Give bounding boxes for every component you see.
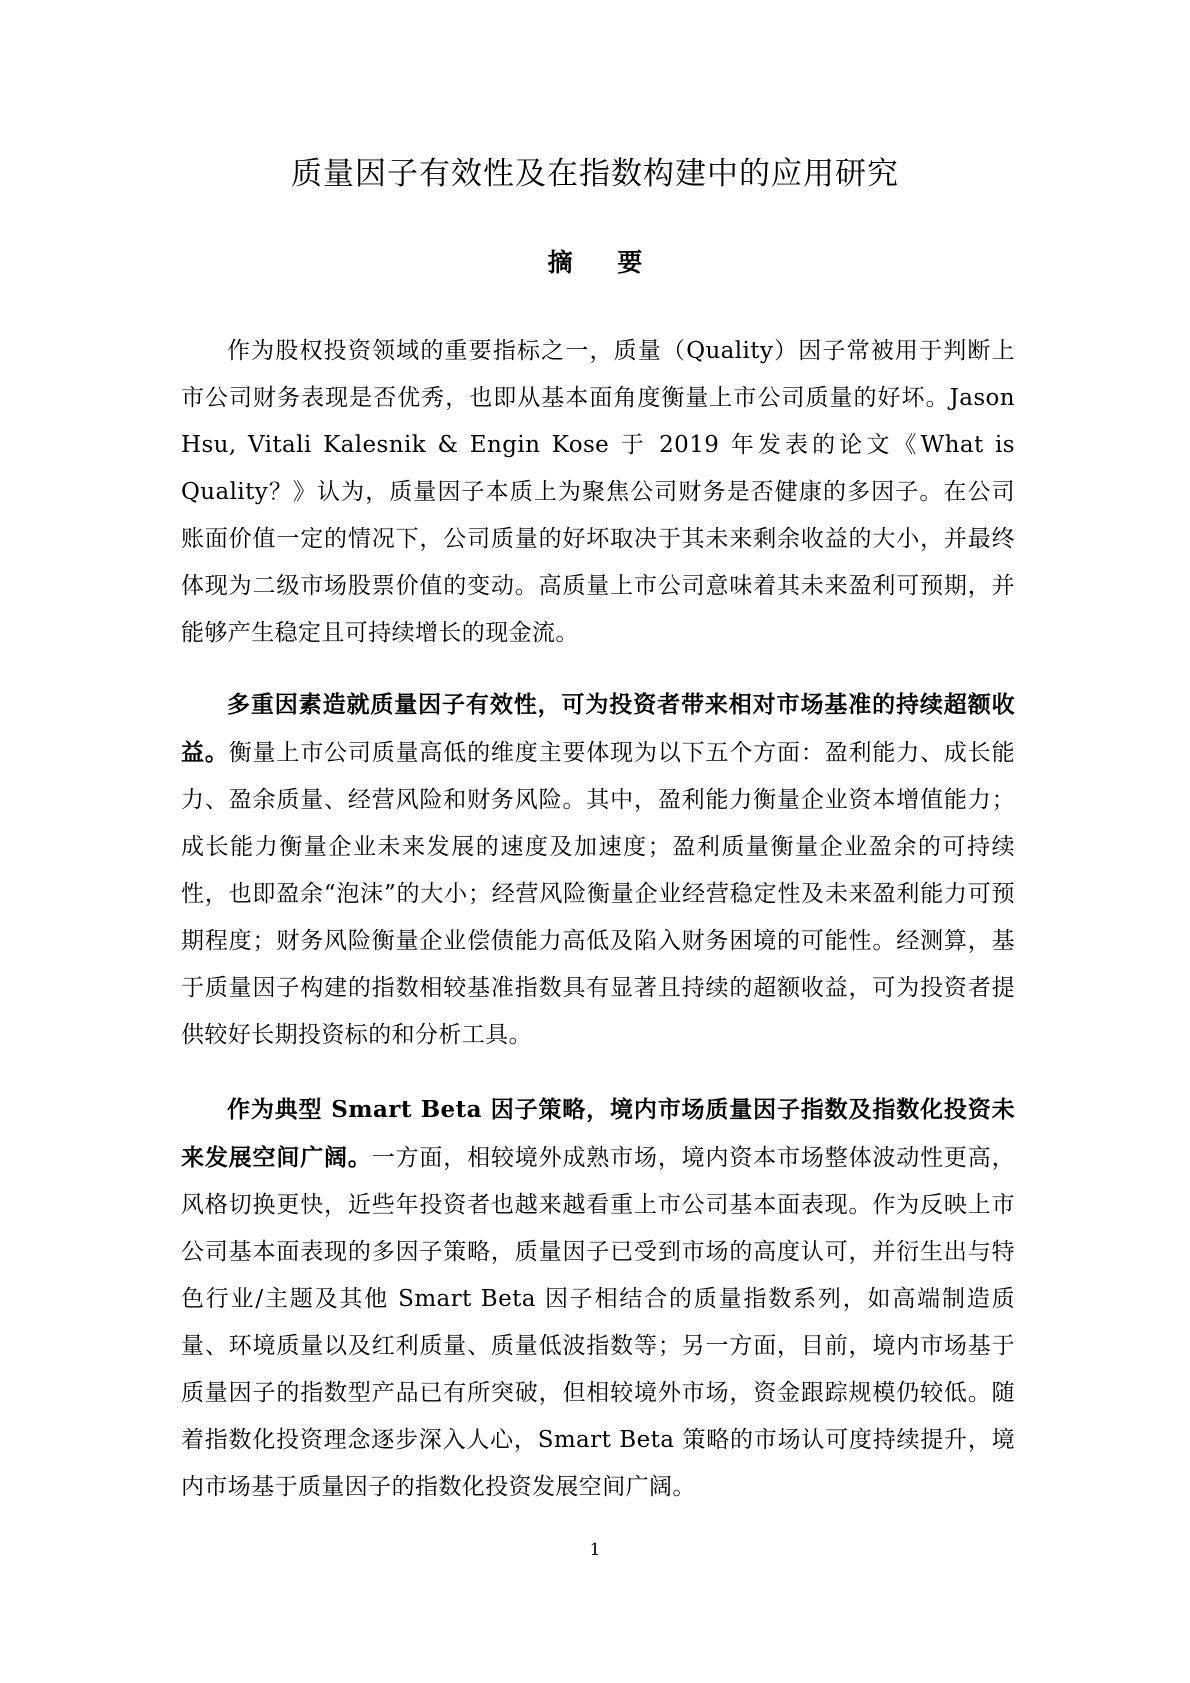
abstract-heading: 摘 要	[547, 248, 661, 277]
abstract-paragraph-1	[181, 328, 1015, 657]
paragraph-2-lead: 多重因素造就质量因子有效性，可为投资者带来相对市场基准的持续超额收益。	[181, 691, 1015, 766]
abstract-paragraph-3	[181, 1086, 1015, 1511]
paragraph-3-lead: 作为典型 Smart Beta 因子策略，境内市场质量因子指数及指数化投资未来发展空间广阔。	[181, 1096, 1015, 1171]
page-number: 1	[589, 1540, 601, 1560]
paragraph-2-body: 衡量上市公司质量高低的维度主要体现为以下五个方面：盈利能力、成长能力、盈余质量、经营风险和财务风险。其中，盈利能力衡量企业资本增值能力；成长能力衡量企业未来发展的速度及加速度；盈利质量衡量企业盈余的可持续性，也即盈余“泡沫”的大小；经营风险衡量企业经营稳定性及未来盈利能力可预期程度；财务风险衡量企业偿债能力高低及陷入财务困境的可能性。经测算，基于质量因子构建的指数相较基准指数具有显著且持续的超额收益，可为投资者提供较好长期投资标的和分析工具。	[181, 740, 1015, 1048]
paragraph-3-body: 一方面，相较境外成熟市场，境内资本市场整体波动性更高，风格切换更快，近些年投资者也越来越看重上市公司基本面表现。作为反映上市公司基本面表现的多因子策略，质量因子已受到市场的高度认可，并衍生出与特色行业/主题及其他 Smart Beta 因子相结合的质量指数系列，如高端制造质量、环境质量以及红利质量、质量低波指数等；另一方面，目前，境内市场基于质量因子的指数型产品已有所突破，但相较境外市场，资金跟踪规模仍较低。随着指数化投资理念逐步深入人心，Smart Beta 策略的市场认可度持续提升，境内市场基于质量因子的指数化投资发展空间广阔。	[181, 1145, 1015, 1500]
paper-title: 质量因子有效性及在指数构建中的应用研究	[291, 156, 899, 192]
abstract-paragraph-2	[181, 681, 1015, 1059]
paragraph-1-body: 作为股权投资领域的重要指标之一，质量（Quality）因子常被用于判断上市公司财务表现是否优秀，也即从基本面角度衡量上市公司质量的好坏。Jason Hsu, Vitali Kalesnik & Engin Kose 于 2019 年发表的论文《What is Quality？》认为，质量因子本质上为聚焦公司财务是否健康的多因子。在公司账面价值一定的情况下，公司质量的好坏取决于其未来剩余收益的大小，并最终体现为二级市场股票价值的变动。高质量上市公司意味着其未来盈利可预期，并能够产生稳定且可持续增长的现金流。	[181, 338, 1015, 646]
